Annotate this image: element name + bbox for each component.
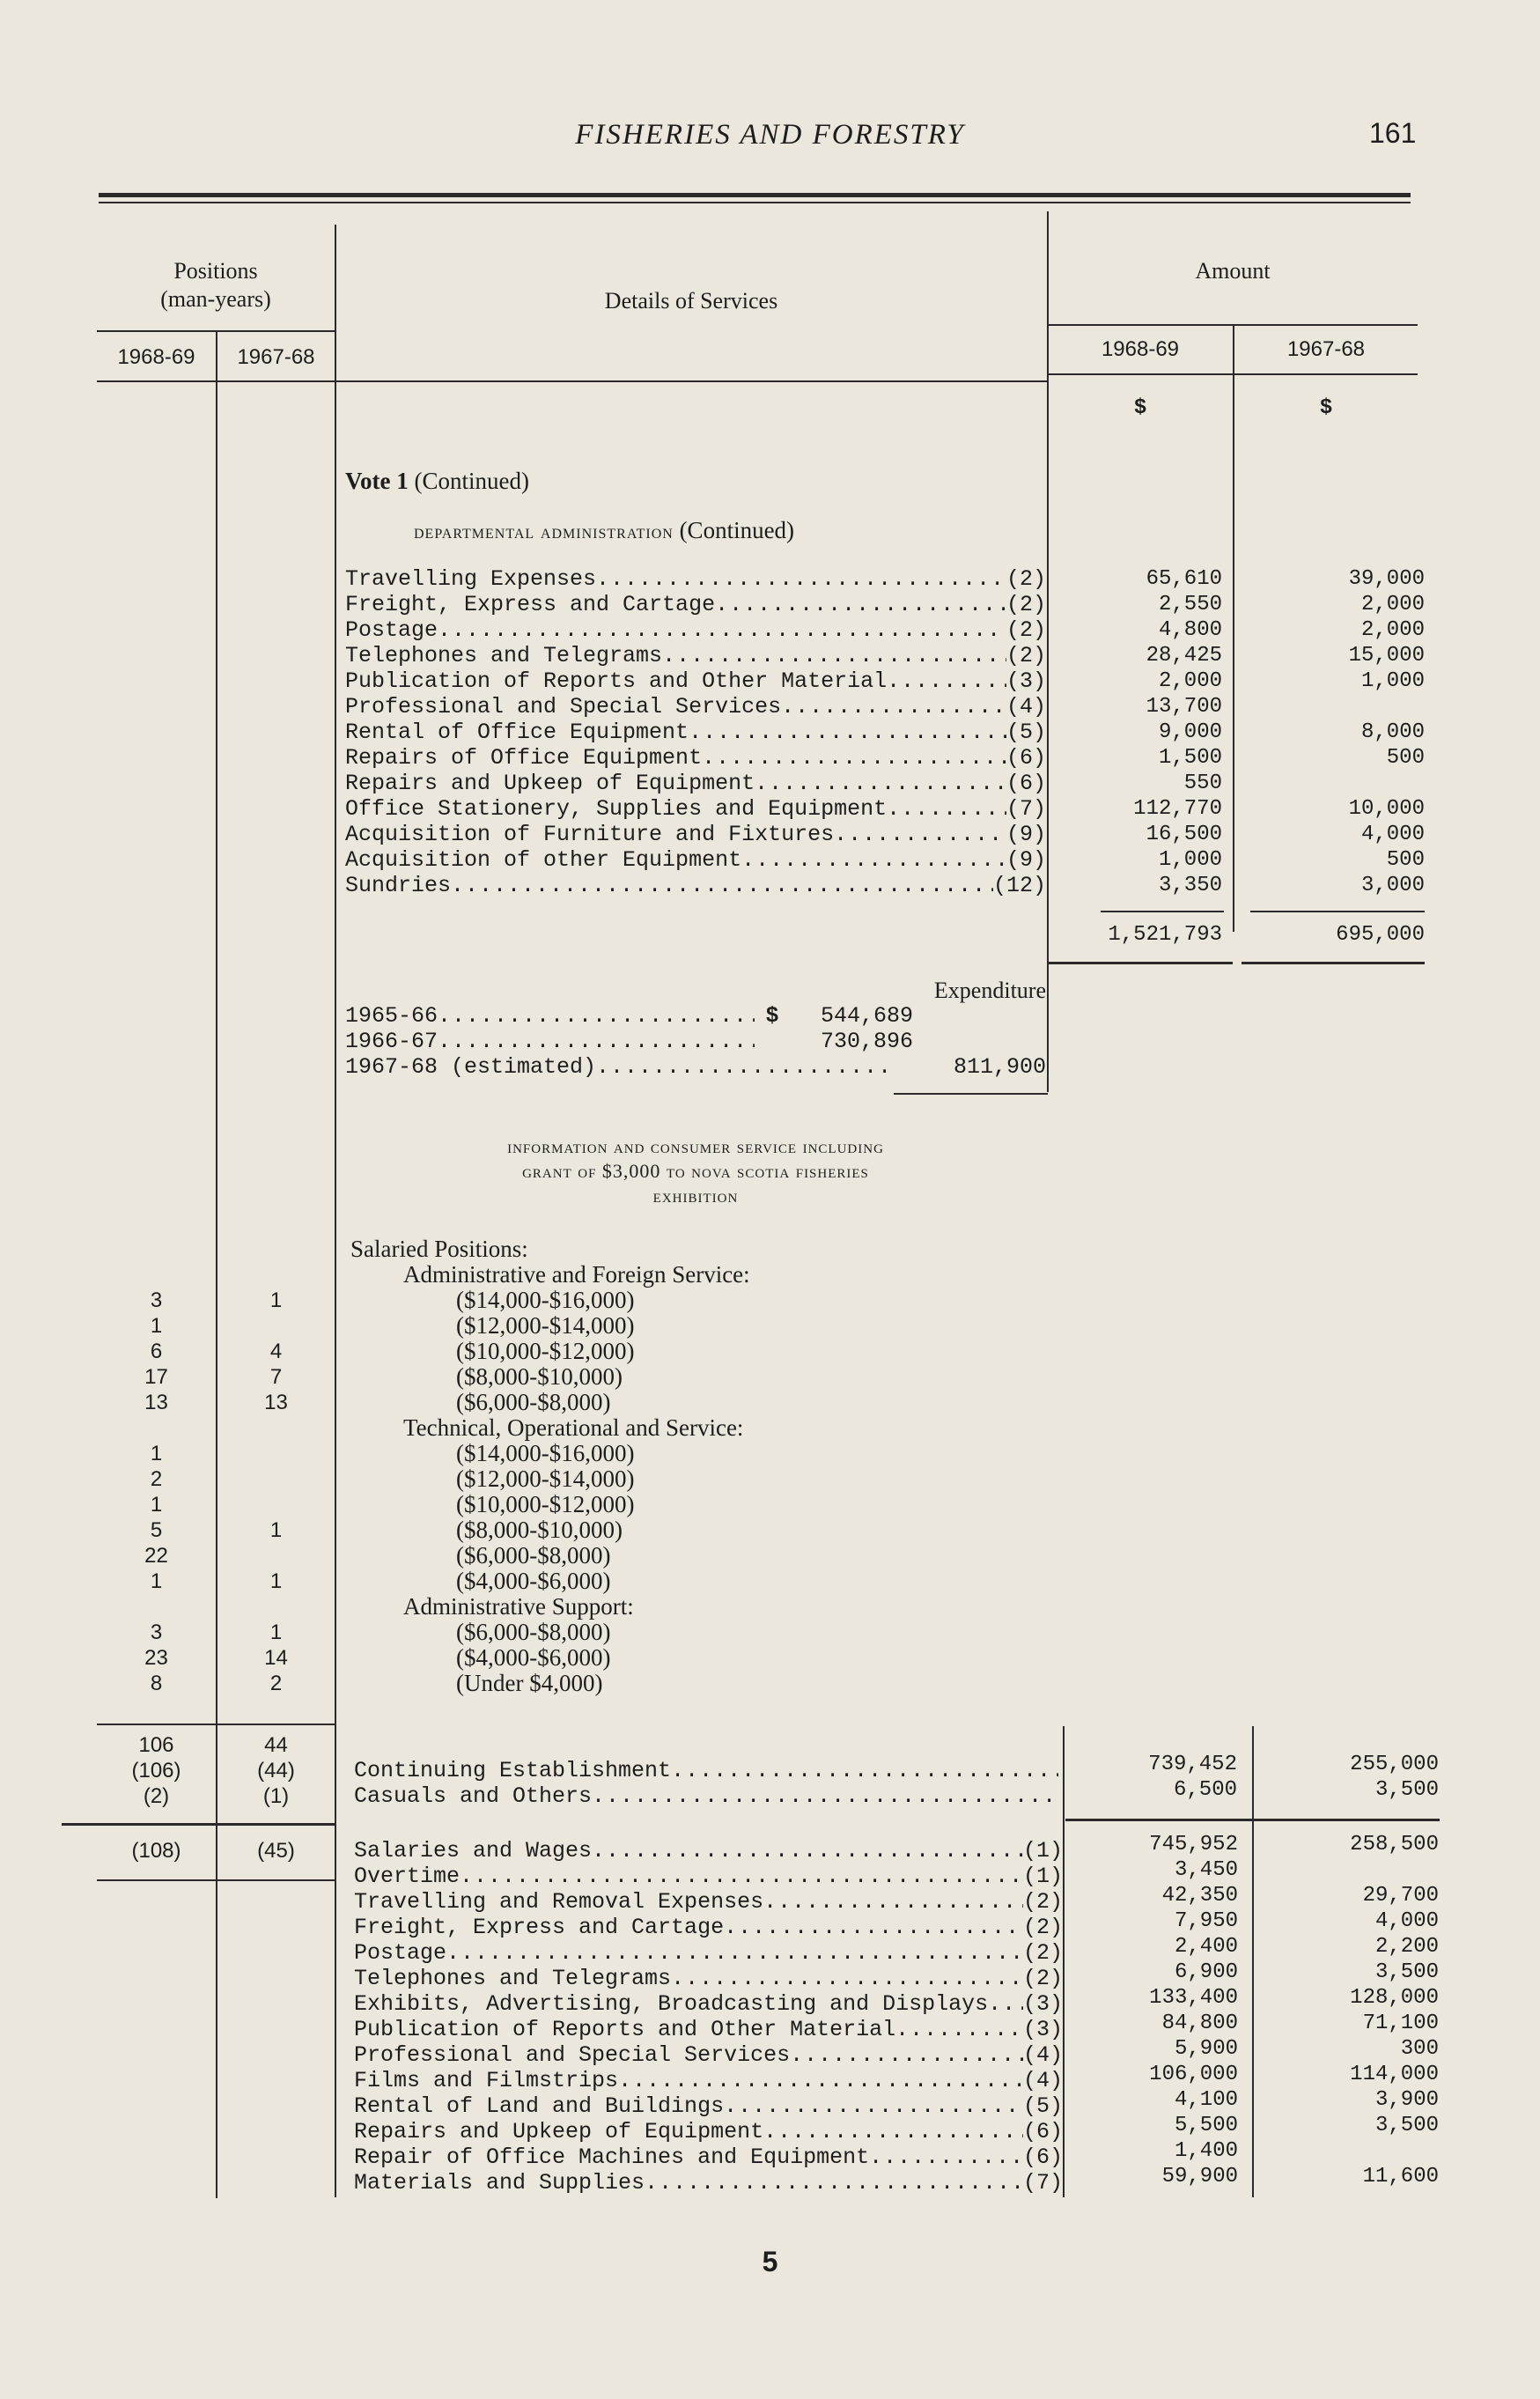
- info-item-leader: [592, 1838, 1023, 1864]
- info-item-leader: [446, 1940, 1023, 1966]
- info-item-ref: (3): [1022, 1991, 1063, 2017]
- dept-admin-item-ref: (4): [1006, 694, 1046, 720]
- casuals-positions-a: (2): [143, 1784, 170, 1808]
- salary-range-positions-b: 1: [269, 1518, 283, 1542]
- salary-range-positions-a: 8: [150, 1672, 163, 1695]
- dept-admin-amount-a: 1,500: [1158, 746, 1222, 770]
- dept-admin-amount-a: 28,425: [1146, 644, 1222, 668]
- dept-admin-item-label: Repairs and Upkeep of Equipment: [345, 771, 755, 796]
- dept-admin-amount-a: 3,350: [1158, 874, 1222, 897]
- info-amount-a: 7,950: [1174, 1909, 1238, 1933]
- dept-admin-item-label: Freight, Express and Cartage: [345, 592, 716, 617]
- dept-admin-item: [345, 668, 1046, 694]
- info-item-label: Exhibits, Advertising, Broadcasting and Displays: [354, 1991, 989, 2017]
- dept-admin-item-leader: [755, 771, 1006, 796]
- dept-admin-item-label: Acquisition of other Equipment: [345, 847, 742, 873]
- salary-range-label: ($14,000-$16,000): [456, 1440, 635, 1466]
- info-heading: information and consumer service including grant of $3,000 to nova scotia fisheries exhibition: [507, 1135, 884, 1207]
- info-item-ref: (3): [1022, 2017, 1063, 2042]
- dept-admin-amounts-a: [1048, 566, 1222, 898]
- page-number: 161: [1369, 117, 1417, 149]
- info-item: [354, 1889, 1063, 1915]
- footer-mark: 5: [762, 2246, 778, 2277]
- info-item: [354, 2170, 1063, 2196]
- casuals-amount-b: 3,500: [1374, 1778, 1439, 1802]
- info-item-label: Publication of Reports and Other Material: [354, 2017, 896, 2042]
- info-item-label: Films and Filmstrips: [354, 2068, 619, 2093]
- info-item-leader: [763, 2119, 1023, 2144]
- salaried-group-spacer-a: [97, 1594, 216, 1620]
- info-item-leader: [618, 2068, 1023, 2093]
- continuing-positions-a: (106): [131, 1759, 181, 1783]
- dept-admin-item-ref: (2): [1006, 643, 1046, 668]
- dept-admin-item-label: Publication of Reports and Other Material: [345, 668, 888, 694]
- salary-range-label: ($6,000-$8,000): [456, 1389, 611, 1415]
- expenditure-underline: [894, 1093, 1048, 1095]
- info-amount-a: 3,450: [1174, 1858, 1238, 1882]
- amount-year-a: 1968-69: [1101, 337, 1180, 361]
- page-running-title: FISHERIES AND FORESTRY: [575, 119, 965, 151]
- salary-range-positions-b: 13: [264, 1391, 288, 1414]
- salaried-positions-heading: Salaried Positions:: [350, 1236, 528, 1262]
- top-rule: [99, 193, 1411, 197]
- dept-admin-amount-b: 10,000: [1348, 797, 1425, 821]
- salary-range-positions-b: 1: [269, 1288, 283, 1312]
- dept-admin-item: [345, 643, 1046, 668]
- dept-admin-amount-b: 3,000: [1360, 874, 1425, 897]
- info-item-ref: (2): [1022, 1889, 1063, 1915]
- dept-admin-total-underline-b: [1242, 962, 1425, 964]
- dept-admin-item: [345, 796, 1046, 822]
- dept-admin-item-label: Office Stationery, Supplies and Equipment: [345, 796, 888, 822]
- info-amount-a: 2,400: [1174, 1935, 1238, 1959]
- casuals-positions-b: (1): [262, 1784, 290, 1808]
- salaried-group-title: Administrative Support:: [403, 1593, 634, 1620]
- salary-range-label: ($6,000-$8,000): [456, 1619, 611, 1645]
- info-amount-b: 29,700: [1362, 1884, 1439, 1908]
- salaried-group-spacer-a: [97, 1262, 216, 1288]
- dept-admin-item-label: Acquisition of Furniture and Fixtures: [345, 822, 835, 847]
- expenditure-row-leader: [438, 1029, 755, 1054]
- expenditure-row-value: 730,896: [821, 1029, 914, 1054]
- info-item-label: Freight, Express and Cartage: [354, 1915, 725, 1940]
- info-amount-b: [1252, 2138, 1439, 2164]
- currency-mark-a: $: [1134, 395, 1146, 418]
- info-item-ref: (2): [1022, 1966, 1063, 1991]
- dept-admin-amounts-b: [1234, 566, 1425, 898]
- info-amount-b: 258,500: [1350, 1833, 1439, 1856]
- info-item-leader: [645, 2170, 1023, 2196]
- dept-admin-item: [345, 847, 1046, 873]
- dept-admin-item: [345, 720, 1046, 745]
- info-amount-b: 2,200: [1374, 1935, 1439, 1959]
- info-item-label: Repairs and Upkeep of Equipment: [354, 2119, 764, 2144]
- dept-admin-amount-b: 500: [1386, 848, 1425, 872]
- info-amount-b: 4,000: [1374, 1909, 1439, 1933]
- info-item-label: Overtime: [354, 1864, 461, 1889]
- salary-range-positions-b: 1: [269, 1569, 283, 1593]
- dept-admin-item-ref: (6): [1006, 771, 1046, 796]
- dept-admin-item: [345, 745, 1046, 771]
- info-amount-b: 71,100: [1362, 2011, 1439, 2035]
- salary-range-positions-b: [217, 1441, 335, 1466]
- salary-range-positions-b: 7: [269, 1365, 283, 1389]
- salary-range-label: ($6,000-$8,000): [456, 1542, 611, 1569]
- grand-positions-underline: [97, 1879, 335, 1881]
- dept-admin-amount-b: 8,000: [1360, 720, 1425, 744]
- salary-range-label: ($12,000-$14,000): [456, 1312, 635, 1339]
- info-item-ref: (6): [1022, 2144, 1063, 2170]
- dept-admin-item-ref: (3): [1006, 668, 1046, 694]
- info-item-leader: [895, 2017, 1023, 2042]
- header-bottom-rule-mid: [335, 380, 1048, 382]
- info-item: [354, 2068, 1063, 2093]
- dept-admin-total-rule-a: [1101, 911, 1224, 912]
- info-item-label: Materials and Supplies: [354, 2170, 645, 2196]
- info-item: [354, 1966, 1063, 1991]
- salaried-positions-a: [97, 1262, 216, 1696]
- grand-positions-b: (45): [257, 1839, 295, 1863]
- salary-range-positions-b: [217, 1466, 335, 1492]
- info-amount-a: 4,100: [1174, 2088, 1238, 2112]
- dept-admin-item-ref: (2): [1006, 617, 1046, 643]
- salary-range-positions-a: 23: [144, 1646, 168, 1670]
- dept-admin-amount-a: 2,550: [1158, 593, 1222, 616]
- info-item-ref: (5): [1022, 2093, 1063, 2119]
- salary-range-positions-a: 3: [150, 1288, 163, 1312]
- salary-range-positions-a: 2: [150, 1467, 163, 1491]
- dept-admin-amount-a: 65,610: [1146, 567, 1222, 591]
- expenditure-row-value: 811,900: [953, 1054, 1046, 1080]
- salary-range-positions-b: 4: [269, 1340, 283, 1363]
- info-amount-b: 300: [1400, 2037, 1439, 2061]
- dept-admin-item-label: Postage: [345, 617, 438, 643]
- info-amount-a: 106,000: [1149, 2063, 1238, 2086]
- expenditure-rows: [345, 1003, 1046, 1080]
- positions-heading: Positions (man-years): [160, 258, 271, 312]
- info-item-ref: (1): [1022, 1838, 1063, 1864]
- salaried-groups: [350, 1262, 1046, 1696]
- details-heading: Details of Services: [604, 288, 778, 314]
- salary-range-positions-b: [217, 1313, 335, 1339]
- dept-admin-item-label: Sundries: [345, 873, 452, 898]
- dept-admin-amount-a: 550: [1183, 771, 1222, 795]
- dept-admin-total-a: 1,521,793: [1108, 923, 1222, 947]
- dept-admin-item-label: Telephones and Telegrams: [345, 643, 663, 668]
- salary-range-label: ($10,000-$12,000): [456, 1338, 635, 1364]
- col-rule-details-left: [335, 225, 336, 2197]
- dept-admin-item-ref: (2): [1006, 566, 1046, 592]
- info-amount-b: 3,500: [1374, 2114, 1439, 2137]
- info-item-ref: (4): [1022, 2042, 1063, 2068]
- info-item-ref: (2): [1022, 1940, 1063, 1966]
- dept-admin-amount-a: 9,000: [1158, 720, 1222, 744]
- continuing-amount-b: 255,000: [1350, 1753, 1439, 1776]
- dept-admin-total-rule-b: [1250, 911, 1425, 912]
- salary-range-positions-a: 1: [150, 1493, 163, 1517]
- dept-admin-item-label: Rental of Office Equipment: [345, 720, 689, 745]
- dept-admin-item-leader: [887, 796, 1006, 822]
- expenditure-row-currency: [888, 1054, 923, 1080]
- info-item: [354, 1940, 1063, 1966]
- info-item-ref: (1): [1022, 1864, 1063, 1889]
- grand-positions-a: (108): [131, 1839, 181, 1863]
- info-item-leader: [869, 2144, 1023, 2170]
- salary-range-label: ($10,000-$12,000): [456, 1491, 635, 1517]
- dept-admin-item-ref: (9): [1006, 822, 1046, 847]
- info-item: [354, 1915, 1063, 1940]
- info-amount-b: 128,000: [1350, 1986, 1439, 2010]
- info-amount-a: 42,350: [1161, 1884, 1238, 1908]
- info-item-ref: (6): [1022, 2119, 1063, 2144]
- salary-range-positions-a: 1: [150, 1569, 163, 1593]
- positions-year-a: 1968-69: [117, 345, 195, 369]
- info-amounts-b: [1252, 1832, 1439, 2189]
- dept-admin-amount-a: 16,500: [1146, 823, 1222, 846]
- expenditure-row-leader: [438, 1003, 755, 1029]
- info-item: [354, 2144, 1063, 2170]
- salaried-group-spacer-b: [217, 1594, 335, 1620]
- salary-range-positions-a: 5: [150, 1518, 163, 1542]
- info-amounts-a: [1065, 1832, 1238, 2189]
- info-item-label: Salaries and Wages: [354, 1838, 593, 1864]
- dept-admin-total-b: 695,000: [1336, 923, 1425, 947]
- info-item-leader: [790, 2042, 1023, 2068]
- expenditure-row: [345, 1003, 1046, 1029]
- info-item-ref: (7): [1022, 2170, 1063, 2196]
- expenditure-row-label: 1965-66: [345, 1003, 438, 1029]
- dept-admin-item-label: Professional and Special Services: [345, 694, 782, 720]
- dept-admin-item-ref: (7): [1006, 796, 1046, 822]
- info-item: [354, 2093, 1063, 2119]
- continuing-amount-a: 739,452: [1148, 1753, 1237, 1776]
- vote-heading: Vote 1 (Continued): [345, 468, 529, 494]
- continuing-line: Continuing Establishment .....: [354, 1758, 1058, 1783]
- dept-admin-amount-b: 39,000: [1348, 567, 1425, 591]
- casuals-rule-amt: [1065, 1819, 1440, 1821]
- info-item: [354, 2042, 1063, 2068]
- dept-admin-item-leader: [741, 847, 1006, 873]
- expenditure-row-leader: [596, 1054, 888, 1080]
- salary-range-label: ($14,000-$16,000): [456, 1287, 635, 1313]
- dept-admin-heading: departmental administration (Continued): [414, 517, 795, 543]
- dept-admin-item-ref: (5): [1006, 720, 1046, 745]
- salary-range-positions-b: 14: [264, 1646, 288, 1670]
- expenditure-row-value: 544,689: [821, 1003, 914, 1029]
- dept-admin-item-ref: (6): [1006, 745, 1046, 771]
- top-rule-thin: [99, 202, 1411, 203]
- positions-total-rule-b: [217, 1724, 335, 1725]
- dept-admin-item-leader: [596, 566, 1006, 592]
- dept-admin-item: [345, 694, 1046, 720]
- salary-range-positions-b: 1: [269, 1620, 283, 1644]
- info-item: [354, 1838, 1063, 1864]
- dept-admin-item-ref: (2): [1006, 592, 1046, 617]
- expenditure-row-label: 1967-68 (estimated): [345, 1054, 597, 1080]
- info-item-leader: [724, 1915, 1023, 1940]
- dept-admin-amount-b: 1,000: [1360, 669, 1425, 693]
- salary-range-positions-a: 22: [144, 1544, 168, 1568]
- salaried-positions-b: [217, 1262, 335, 1696]
- dept-admin-amount-b: 2,000: [1360, 618, 1425, 642]
- info-item-leader: [671, 1966, 1023, 1991]
- dept-admin-amount-b: 4,000: [1360, 823, 1425, 846]
- salary-range-label: ($8,000-$10,000): [456, 1363, 623, 1390]
- salary-range-label: ($4,000-$6,000): [456, 1568, 611, 1594]
- salaried-group-title: Technical, Operational and Service:: [403, 1414, 744, 1441]
- dept-admin-item: [345, 592, 1046, 617]
- info-item-label: Repair of Office Machines and Equipment: [354, 2144, 870, 2170]
- positions-year-b: 1967-68: [237, 345, 315, 369]
- expenditure-heading: Expenditure: [933, 978, 1046, 1003]
- dept-admin-amount-b: [1234, 771, 1425, 796]
- expenditure-row-currency: [755, 1029, 790, 1054]
- info-amount-b: 114,000: [1350, 2063, 1439, 2086]
- salaried-group-spacer-a: [97, 1415, 216, 1441]
- dept-admin-amount-b: 500: [1386, 746, 1425, 770]
- info-item-leader: [724, 2093, 1023, 2119]
- dept-admin-item-leader: [781, 694, 1006, 720]
- info-amount-a: 59,900: [1161, 2165, 1238, 2189]
- salary-range-positions-a: 3: [150, 1620, 163, 1644]
- info-amount-b: [1252, 1857, 1439, 1883]
- dept-admin-amount-a: 13,700: [1146, 695, 1222, 719]
- salaried-group-title: Administrative and Foreign Service:: [403, 1261, 750, 1288]
- dept-admin-item-ref: (12): [992, 873, 1046, 898]
- salaried-group-spacer-b: [217, 1415, 335, 1441]
- expenditure-row: [345, 1029, 1046, 1054]
- dept-admin-amount-a: 2,000: [1158, 669, 1222, 693]
- salary-range-label: ($8,000-$10,000): [456, 1517, 623, 1543]
- salary-range-label: ($12,000-$14,000): [456, 1465, 635, 1492]
- dept-admin-amount-b: [1234, 694, 1425, 720]
- dept-admin-item: [345, 822, 1046, 847]
- dept-admin-amount-b: 2,000: [1360, 593, 1425, 616]
- info-items: [354, 1838, 1063, 2196]
- info-amount-a: 5,900: [1174, 2037, 1238, 2061]
- expenditure-row-label: 1966-67: [345, 1029, 438, 1054]
- dept-admin-item-label: Repairs of Office Equipment: [345, 745, 703, 771]
- salary-range-positions-a: 13: [144, 1391, 168, 1414]
- dept-admin-item-leader: [451, 873, 993, 898]
- info-item-leader: [763, 1889, 1023, 1915]
- info-item: [354, 1864, 1063, 1889]
- dept-admin-item-leader: [689, 720, 1006, 745]
- salary-range-positions-b: 2: [269, 1672, 283, 1695]
- positions-total-rule-a: [97, 1724, 216, 1725]
- dept-admin-item: [345, 873, 1046, 898]
- info-amount-a: 6,900: [1174, 1960, 1238, 1984]
- expenditure-row-currency: $: [765, 1003, 779, 1029]
- dept-admin-item-leader: [702, 745, 1006, 771]
- dept-admin-item-leader: [715, 592, 1006, 617]
- dept-admin-items: [345, 566, 1046, 898]
- dept-admin-item-leader: [438, 617, 1006, 643]
- casuals-rule-pos: [62, 1823, 335, 1826]
- dept-admin-amount-b: 15,000: [1348, 644, 1425, 668]
- info-item-label: Telephones and Telegrams: [354, 1966, 672, 1991]
- dept-admin-total-underline-a: [1048, 962, 1233, 964]
- casuals-amount-a: 6,500: [1173, 1778, 1237, 1802]
- expenditure-row: [345, 1054, 1046, 1080]
- salary-range-positions-a: 17: [144, 1365, 168, 1389]
- salary-range-positions-a: 6: [150, 1340, 163, 1363]
- continuing-positions-b: (44): [257, 1759, 295, 1783]
- info-amount-a: 133,400: [1149, 1986, 1238, 2010]
- info-amount-a: 5,500: [1174, 2114, 1238, 2137]
- info-item-label: Rental of Land and Buildings: [354, 2093, 725, 2119]
- info-item-ref: (4): [1022, 2068, 1063, 2093]
- dept-admin-amount-a: 1,000: [1158, 848, 1222, 872]
- salary-range-positions-a: 1: [150, 1442, 163, 1465]
- info-amount-a: 1,400: [1174, 2139, 1238, 2163]
- info-item-label: Postage: [354, 1940, 447, 1966]
- positions-total-a: 106: [138, 1733, 174, 1757]
- salary-range-positions-b: [217, 1492, 335, 1517]
- info-item: [354, 2119, 1063, 2144]
- dept-admin-item-leader: [834, 822, 1006, 847]
- info-item: [354, 1991, 1063, 2017]
- dept-admin-item-leader: [662, 643, 1006, 668]
- info-item-label: Travelling and Removal Expenses: [354, 1889, 764, 1915]
- info-item-leader: [460, 1864, 1023, 1889]
- dept-admin-item: [345, 566, 1046, 592]
- info-amount-a: 84,800: [1161, 2011, 1238, 2035]
- info-amount-b: 3,900: [1374, 2088, 1439, 2112]
- dept-admin-item: [345, 617, 1046, 643]
- salary-range-label: ($4,000-$6,000): [456, 1644, 611, 1671]
- salary-range-positions-b: [217, 1543, 335, 1569]
- info-item-ref: (2): [1022, 1915, 1063, 1940]
- dept-admin-item-label: Travelling Expenses: [345, 566, 597, 592]
- currency-mark-b: $: [1320, 395, 1332, 418]
- dept-admin-item-ref: (9): [1006, 847, 1046, 873]
- dept-admin-item-leader: [887, 668, 1006, 694]
- dept-admin-amount-a: 112,770: [1133, 797, 1222, 821]
- info-amount-b: 3,500: [1374, 1960, 1439, 1984]
- amount-heading: Amount: [1195, 258, 1271, 284]
- casuals-line: Casuals and Others .....: [354, 1783, 1058, 1809]
- salary-range-positions-a: 1: [150, 1314, 163, 1338]
- salaried-group-spacer-b: [217, 1262, 335, 1288]
- dept-admin-item: [345, 771, 1046, 796]
- info-item-label: Professional and Special Services: [354, 2042, 791, 2068]
- info-item-leader: [988, 1991, 1023, 2017]
- info-item: [354, 2017, 1063, 2042]
- dept-admin-amount-a: 4,800: [1158, 618, 1222, 642]
- info-amount-b: 11,600: [1362, 2165, 1439, 2189]
- info-amount-a: 745,952: [1149, 1833, 1238, 1856]
- salary-range-label: (Under $4,000): [456, 1670, 603, 1696]
- positions-total-b: 44: [264, 1733, 288, 1757]
- amount-year-b: 1967-68: [1286, 337, 1366, 361]
